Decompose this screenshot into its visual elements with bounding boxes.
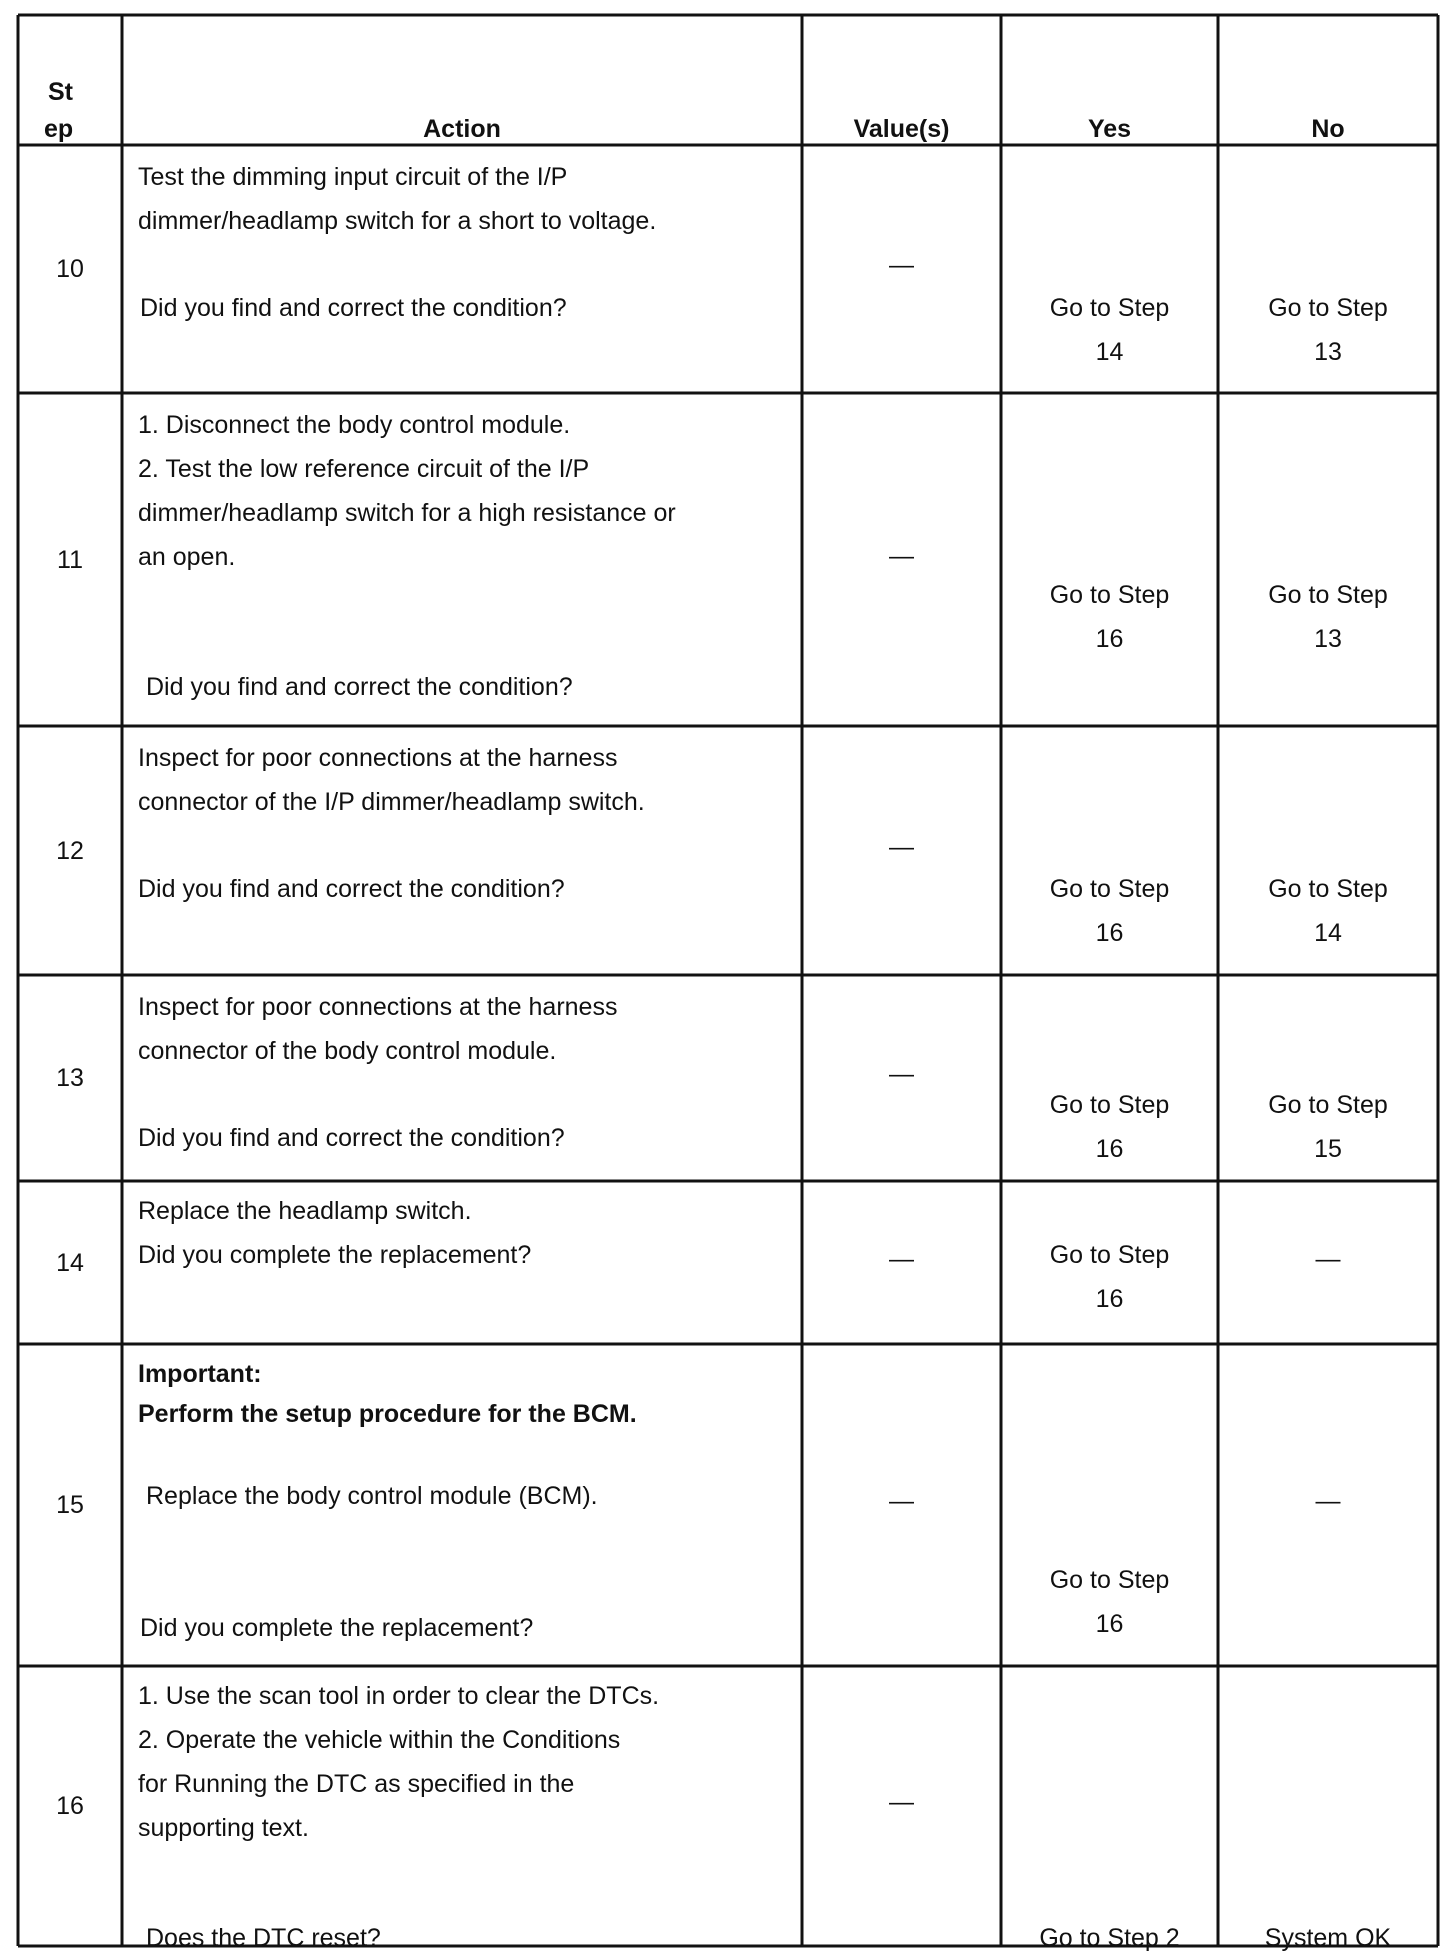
yes-result: Go to Step 2 — [1039, 1924, 1180, 1952]
action-line: Did you complete the replacement? — [140, 1614, 534, 1642]
header-step-label: ep — [44, 115, 74, 143]
yes-result: Go to Step — [1049, 1241, 1170, 1269]
action-line: an open. — [138, 543, 236, 571]
no-cell — [1218, 145, 1438, 393]
no-cell — [1218, 1666, 1438, 1952]
action-line: Did you find and correct the condition? — [140, 294, 567, 322]
step-number: 12 — [56, 837, 84, 865]
yes-result: 16 — [1095, 1285, 1124, 1313]
value-dash: — — [889, 1245, 914, 1273]
action-line: connector of the I/P dimmer/headlamp switch. — [138, 788, 645, 816]
action-line: Test the dimming input circuit of the I/P — [138, 163, 568, 191]
yes-cell — [1001, 145, 1218, 393]
value-cell — [802, 1666, 1001, 1946]
value-cell — [802, 726, 1001, 975]
header-values — [802, 15, 1001, 145]
step-cell — [18, 393, 122, 726]
value-cell — [802, 393, 1001, 726]
action-cell — [122, 975, 802, 1181]
no-cell — [1218, 1344, 1438, 1666]
header-no — [1218, 15, 1438, 145]
action-line: connector of the body control module. — [138, 1037, 557, 1065]
step-cell — [18, 975, 122, 1181]
action-line: Does the DTC reset? — [146, 1924, 381, 1952]
step-number: 15 — [56, 1491, 84, 1519]
yes-result: 14 — [1095, 338, 1124, 366]
action-cell — [122, 393, 802, 726]
value-dash: — — [889, 1788, 914, 1816]
step-cell — [18, 1666, 122, 1946]
header-no-label: No — [1311, 115, 1345, 143]
yes-cell — [1001, 1181, 1218, 1344]
step-number: 14 — [56, 1249, 84, 1277]
yes-result: 16 — [1095, 919, 1124, 947]
yes-cell — [1001, 726, 1218, 975]
header-values-label: Value(s) — [853, 115, 950, 143]
action-line: Replace the headlamp switch. — [138, 1197, 472, 1225]
value-cell — [802, 145, 1001, 393]
value-dash: — — [889, 1060, 914, 1088]
value-cell — [802, 1344, 1001, 1666]
action-cell — [122, 1344, 802, 1666]
action-line: Did you find and correct the condition? — [138, 875, 565, 903]
step-cell — [18, 1344, 122, 1666]
action-line: Perform the setup procedure for the BCM. — [138, 1400, 637, 1428]
value-dash: — — [889, 1487, 914, 1515]
yes-cell — [1001, 1344, 1218, 1666]
action-line: 1. Use the scan tool in order to clear the DTCs. — [138, 1682, 660, 1710]
action-line: Inspect for poor connections at the harness — [138, 744, 618, 772]
action-line: Did you find and correct the condition? — [146, 673, 573, 701]
no-cell — [1218, 1181, 1438, 1344]
no-result: Go to Step — [1268, 294, 1388, 322]
step-number: 11 — [57, 546, 83, 574]
yes-cell — [1001, 1666, 1218, 1952]
action-line: Inspect for poor connections at the harness — [138, 993, 618, 1021]
no-result: 13 — [1314, 338, 1342, 366]
yes-result: Go to Step — [1049, 581, 1170, 609]
step-number: 10 — [56, 255, 84, 283]
action-line: 2. Operate the vehicle within the Conditions — [138, 1726, 621, 1754]
action-line: 1. Disconnect the body control module. — [138, 411, 571, 439]
action-line: Replace the body control module (BCM). — [146, 1482, 598, 1510]
action-cell — [122, 145, 802, 393]
header-action — [122, 15, 802, 145]
yes-result: Go to Step — [1049, 1091, 1170, 1119]
no-result: 15 — [1314, 1135, 1342, 1163]
yes-cell — [1001, 393, 1218, 726]
header-yes-label: Yes — [1087, 115, 1132, 143]
value-dash: — — [889, 833, 914, 861]
step-number: 16 — [56, 1792, 84, 1820]
action-line: for Running the DTC as specified in the — [138, 1770, 575, 1798]
no-result: Go to Step — [1268, 581, 1388, 609]
action-cell — [122, 1181, 802, 1344]
yes-result: Go to Step — [1049, 294, 1170, 322]
yes-result: Go to Step — [1049, 875, 1170, 903]
action-line: 2. Test the low reference circuit of the I/P — [138, 455, 590, 483]
action-cell — [122, 726, 802, 975]
no-result: 13 — [1314, 625, 1342, 653]
header-action-label: Action — [423, 115, 501, 143]
yes-result: 16 — [1095, 1135, 1124, 1163]
no-result: — — [1315, 1487, 1341, 1515]
action-line: dimmer/headlamp switch for a short to voltage. — [138, 207, 657, 235]
action-cell — [122, 1666, 802, 1952]
yes-result: Go to Step — [1049, 1566, 1170, 1594]
no-result: 14 — [1314, 919, 1342, 947]
no-result: System OK — [1264, 1924, 1392, 1952]
yes-result: 16 — [1095, 625, 1124, 653]
step-number: 13 — [56, 1064, 84, 1092]
header-step-label: St — [48, 78, 73, 106]
no-cell — [1218, 393, 1438, 726]
step-cell — [18, 145, 122, 393]
step-cell — [18, 726, 122, 975]
value-cell — [802, 975, 1001, 1181]
no-cell — [1218, 726, 1438, 975]
yes-result: 16 — [1095, 1610, 1124, 1638]
no-result: Go to Step — [1268, 875, 1388, 903]
value-dash: — — [889, 251, 914, 279]
action-line: Did you find and correct the condition? — [138, 1124, 565, 1152]
no-cell — [1218, 975, 1438, 1181]
action-line: supporting text. — [138, 1814, 309, 1842]
action-line: Important: — [138, 1360, 262, 1388]
action-line: dimmer/headlamp switch for a high resistance or — [138, 499, 676, 527]
action-line: Did you complete the replacement? — [138, 1241, 532, 1269]
step-cell — [18, 1181, 122, 1344]
no-result: Go to Step — [1268, 1091, 1388, 1119]
header-yes — [1001, 15, 1218, 145]
no-result: — — [1315, 1245, 1341, 1273]
value-cell — [802, 1181, 1001, 1344]
header-step — [18, 15, 122, 145]
yes-cell — [1001, 975, 1218, 1181]
value-dash: — — [889, 542, 914, 570]
